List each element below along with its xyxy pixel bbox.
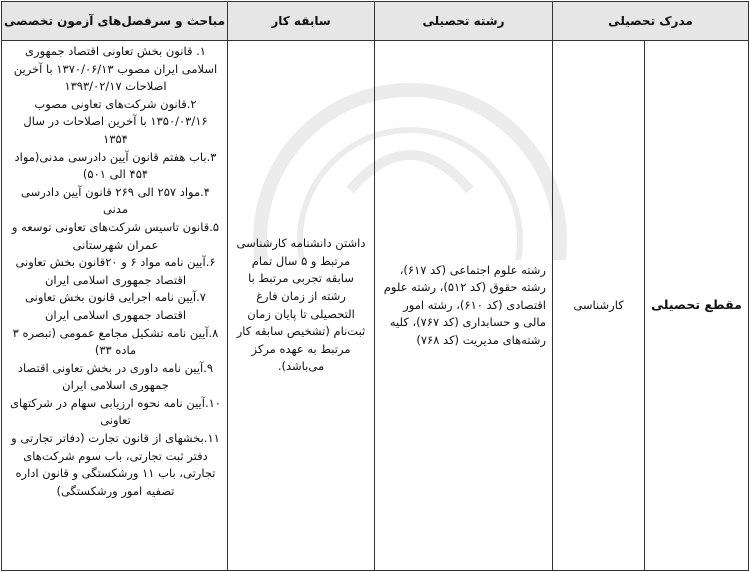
topics-cell — [2, 41, 228, 571]
requirements-table — [1, 1, 749, 571]
topic-item: ۱۱.بخشهای از قانون تجارت (دفاتر تجارتی و دفتر ثبت تجارتی، باب سوم شرکت‌های تجارتی، باب ۱۱ ورشکستگی و قانون اداره تصفیه امور ورشکستگی) — [11, 431, 220, 498]
topics-list — [2, 41, 227, 500]
topic-item: ۷.آیین نامه اجرایی قانون بخش تعاونی اقتصاد جمهوری اسلامی ایران — [25, 290, 206, 322]
degree-value: کارشناسی — [573, 297, 624, 312]
topic-item: ۲.قانون شرکت‌های تعاونی مصوب ۱۳۵۰/۰۳/۱۶ با آخرین اصلاحات در سال ۱۳۵۴ — [23, 96, 208, 146]
topic-item: ۱۰.آیین نامه نحوه ارزیابی سهام در شرکتهای تعاونی — [10, 395, 221, 428]
topic-item: ۳.باب هفتم قانون آیین دادرسی مدنی(مواد ۴۵۴ الی ۵۰۱) — [14, 149, 217, 182]
topic-item: ۸.آیین نامه تشکیل مجامع عمومی (تبصره ۳ ماده ۳۳) — [12, 325, 219, 358]
table-header-row — [2, 2, 749, 41]
topic-item: ۹.آیین نامه داوری در بخش تعاونی اقتصاد جمهوری اسلامی ایران — [17, 360, 214, 393]
table-row — [2, 41, 749, 571]
degree-value-cell — [553, 41, 645, 571]
degree-label-cell — [645, 41, 749, 571]
experience-cell — [228, 41, 375, 571]
topic-item: ۵.قانون تاسیس شرکت‌های تعاونی توسعه و عمران شهرستانی — [11, 219, 220, 252]
field-text: رشته علوم اجتماعی (کد ۶۱۷)، رشته حقوق (کد ۵۱۲)، رشته علوم اقتصادی (کد ۶۱۰)، رشته امور مالی و حسابداری (کد ۷۶۷)، کلیه رشته‌های مدیریت (کد ۷۶۸) — [383, 262, 546, 347]
header-degree: مدرک تحصیلی — [553, 2, 749, 41]
topic-item: ۴.مواد ۲۵۷ الی ۲۶۹ قانون آیین دادرسی مدنی — [21, 184, 210, 217]
topic-item: ۶.آیین نامه مواد ۶ و ۲۰قانون بخش تعاونی اقتصاد جمهوری اسلامی ایران — [15, 255, 216, 287]
experience-text: داشتن دانشنامه کارشناسی مرتبط و ۵ سال تمام سابقه تجربی مرتبط با رشته از زمان فارغ التحصیلی تا پایان زمان ثبت‌نام (تشخیص سابقه کار مرتبط به عهده مرکز می‌باشد). — [236, 236, 366, 374]
field-cell — [375, 41, 553, 571]
header-topics: مباحث و سرفصل‌های آزمون تخصصی — [2, 2, 228, 41]
header-field: رشته تحصیلی — [375, 2, 553, 41]
topic-item: ۱. قانون بخش تعاونی اقتصاد جمهوری اسلامی ایران مصوب ۱۳۷۰/۰۶/۱۳ با آخرین اصلاحات ۱۳۹۳/۰۲/۱۷ — [13, 44, 218, 94]
header-experience: سابقه کار — [228, 2, 375, 41]
degree-label: مقطع تحصیلی — [651, 297, 742, 313]
